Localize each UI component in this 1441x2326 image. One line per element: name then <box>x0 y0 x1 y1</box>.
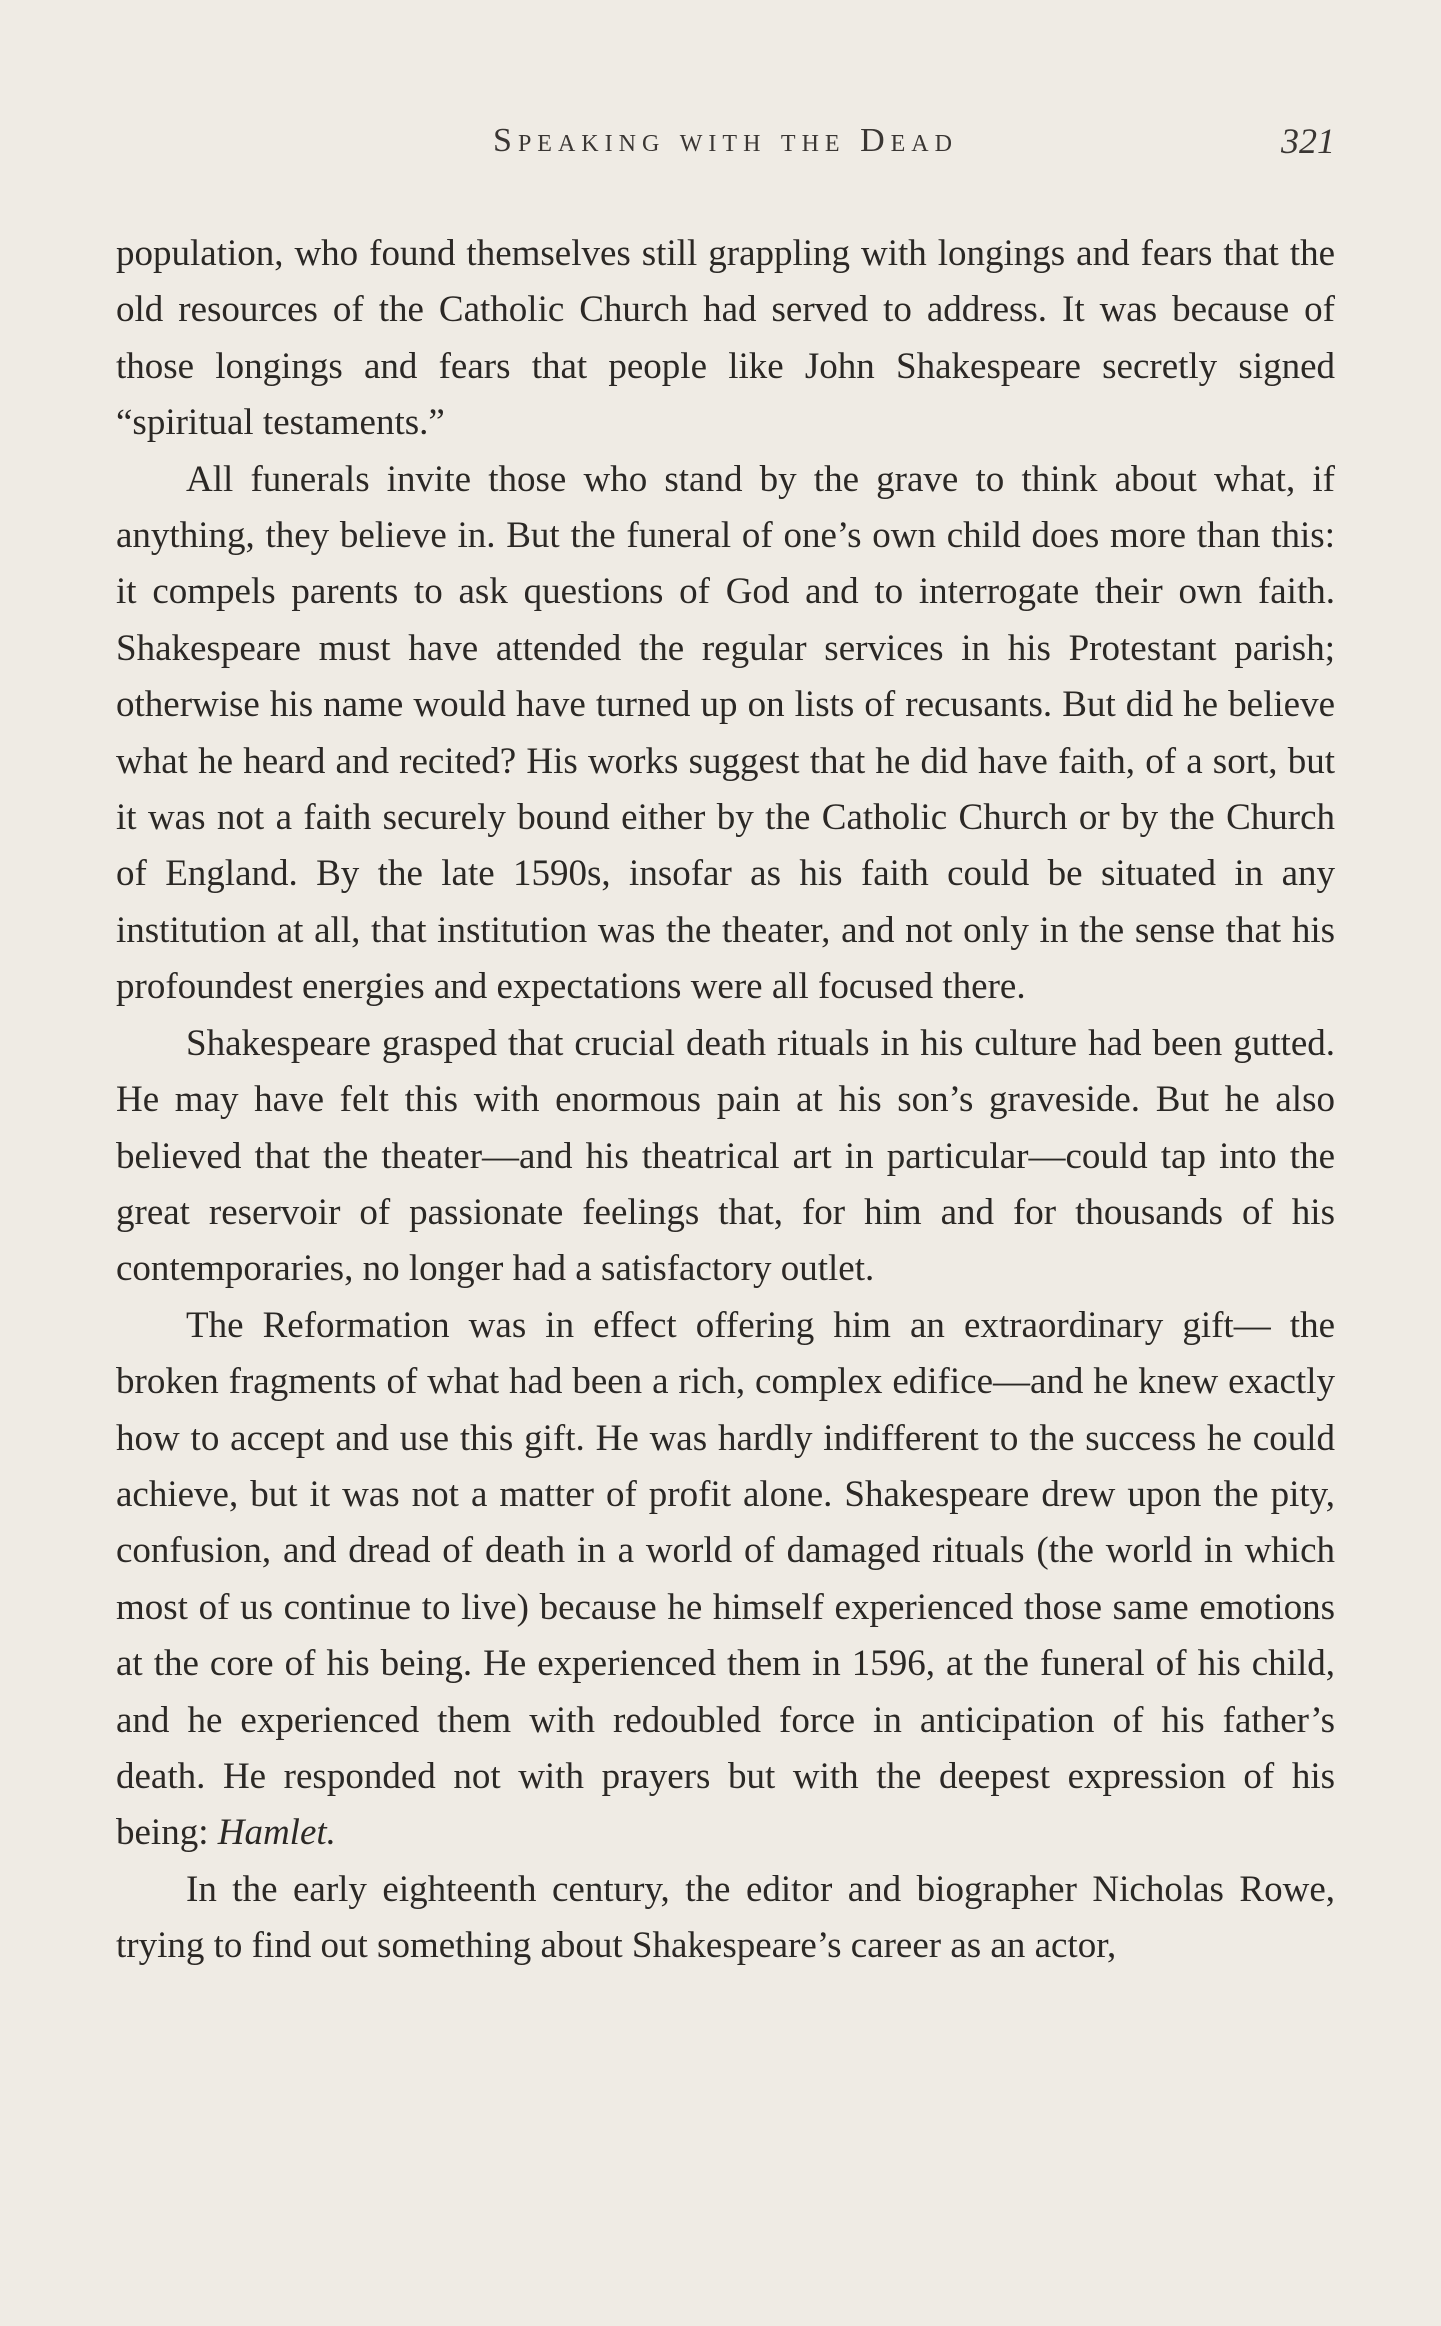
paragraph-text: Shakespeare grasped that crucial death rituals in his culture had been gutted. He may have felt this with enormous pain at his son’s graveside. But he also believed that the theater—and his theatrical art in particular—could tap into the great reservoir of passionate feelings that, for him and for thousands of his contemporaries, no longer had a satisfactory outlet. <box>116 1022 1335 1290</box>
paragraph-2 <box>116 452 1335 1016</box>
paragraph-text: The Reformation was in effect offering him an extraordinary gift— the broken fragments of what had been a rich, complex edifice—and he knew exactly how to accept and use this gift. He was hardly indifferent to the success he could achieve, but it was not a matter of profit alone. Shakespeare drew upon the pity, confusion, and dread of death in a world of damaged rituals (the world in which most of us continue to live) because he himself experienced those same emotions at the core of his being. He experienced them in 1596, at the funeral of his child, and he experienced them with redoubled force in anticipation of his father’s death. He responded not with prayers but with the deepest expression of his being: <box>116 1304 1335 1854</box>
paragraph-text: All funerals invite those who stand by the grave to think about what, if anything, they believe in. But the funeral of one’s own child does more than this: it compels parents to ask questions of God and to interrogate their own faith. Shakespeare must have attended the regular services in his Protestant parish; otherwise his name would have turned up on lists of recusants. But did he believe what he heard and recited? His works suggest that he did have faith, of a sort, but it was not a faith securely bound either by the Catholic Church or by the Church of England. By the late 1590s, insofar as his faith could be situated in any institution at all, that institution was the theater, and not only in the sense that his profoundest energies and expectations were all focused there. <box>116 458 1335 1008</box>
running-title: Speaking with the Dead <box>493 122 958 159</box>
running-head <box>116 116 1335 166</box>
body-text <box>116 226 1335 1975</box>
paragraph-3 <box>116 1016 1335 1298</box>
paragraph-1 <box>116 226 1335 452</box>
paragraph-text: In the early eighteenth century, the editor and biographer Nicholas Rowe, trying to find out something about Shakespeare’s career as an actor, <box>116 1868 1335 1967</box>
paragraph-5 <box>116 1862 1335 1975</box>
paragraph-text: population, who found themselves still grappling with longings and fears that the old resources of the Catholic Church had served to address. It was because of those longings and fears that people like John Shakespeare secretly signed “spiritual testaments.” <box>116 233 1335 444</box>
page-number: 321 <box>1281 121 1335 161</box>
paragraph-4 <box>116 1298 1335 1862</box>
work-title-hamlet: Hamlet. <box>217 1812 336 1854</box>
